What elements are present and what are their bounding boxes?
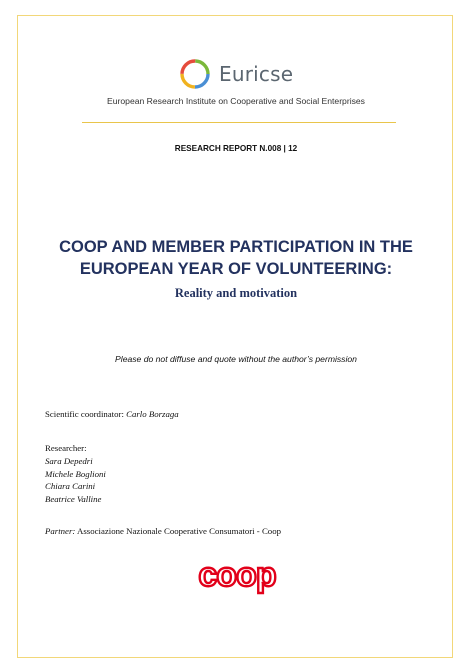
report-subtitle: Reality and motivation	[174, 286, 298, 300]
researcher-name: Michele Boglioni	[45, 468, 106, 479]
researcher-list	[45, 455, 106, 505]
title-line-1: COOP AND MEMBER PARTICIPATION IN THE	[59, 238, 413, 256]
coordinator-name: Carlo Borzaga	[126, 409, 179, 419]
header-divider	[82, 122, 396, 123]
report-title	[0, 236, 472, 280]
partner-name: Associazione Nazionale Cooperative Consumatori - Coop	[77, 526, 282, 536]
euricse-ring-icon	[178, 57, 212, 91]
partner-line	[45, 526, 281, 536]
coop-logo	[186, 558, 288, 596]
coop-logo-text: coop	[198, 558, 276, 594]
disclaimer-note: Please do not diffuse and quote without the author’s permission	[115, 354, 357, 364]
euricse-logo	[178, 57, 293, 91]
researcher-label: Researcher:	[45, 443, 87, 453]
coordinator-label: Scientific coordinator:	[45, 409, 124, 419]
researcher-name: Sara Depedri	[45, 456, 93, 466]
report-number: RESEARCH REPORT N.008 | 12	[174, 144, 298, 153]
brand-name: Euricse	[219, 62, 294, 86]
researcher-name: Beatrice Valline	[45, 493, 102, 504]
scientific-coordinator	[45, 409, 179, 419]
organization-name: European Research Institute on Cooperative and Social Enterprises	[107, 96, 365, 106]
researcher-name: Chiara Carini	[45, 481, 96, 492]
title-line-2: EUROPEAN YEAR OF VOLUNTEERING:	[79, 260, 393, 278]
partner-label: Partner:	[45, 526, 76, 536]
